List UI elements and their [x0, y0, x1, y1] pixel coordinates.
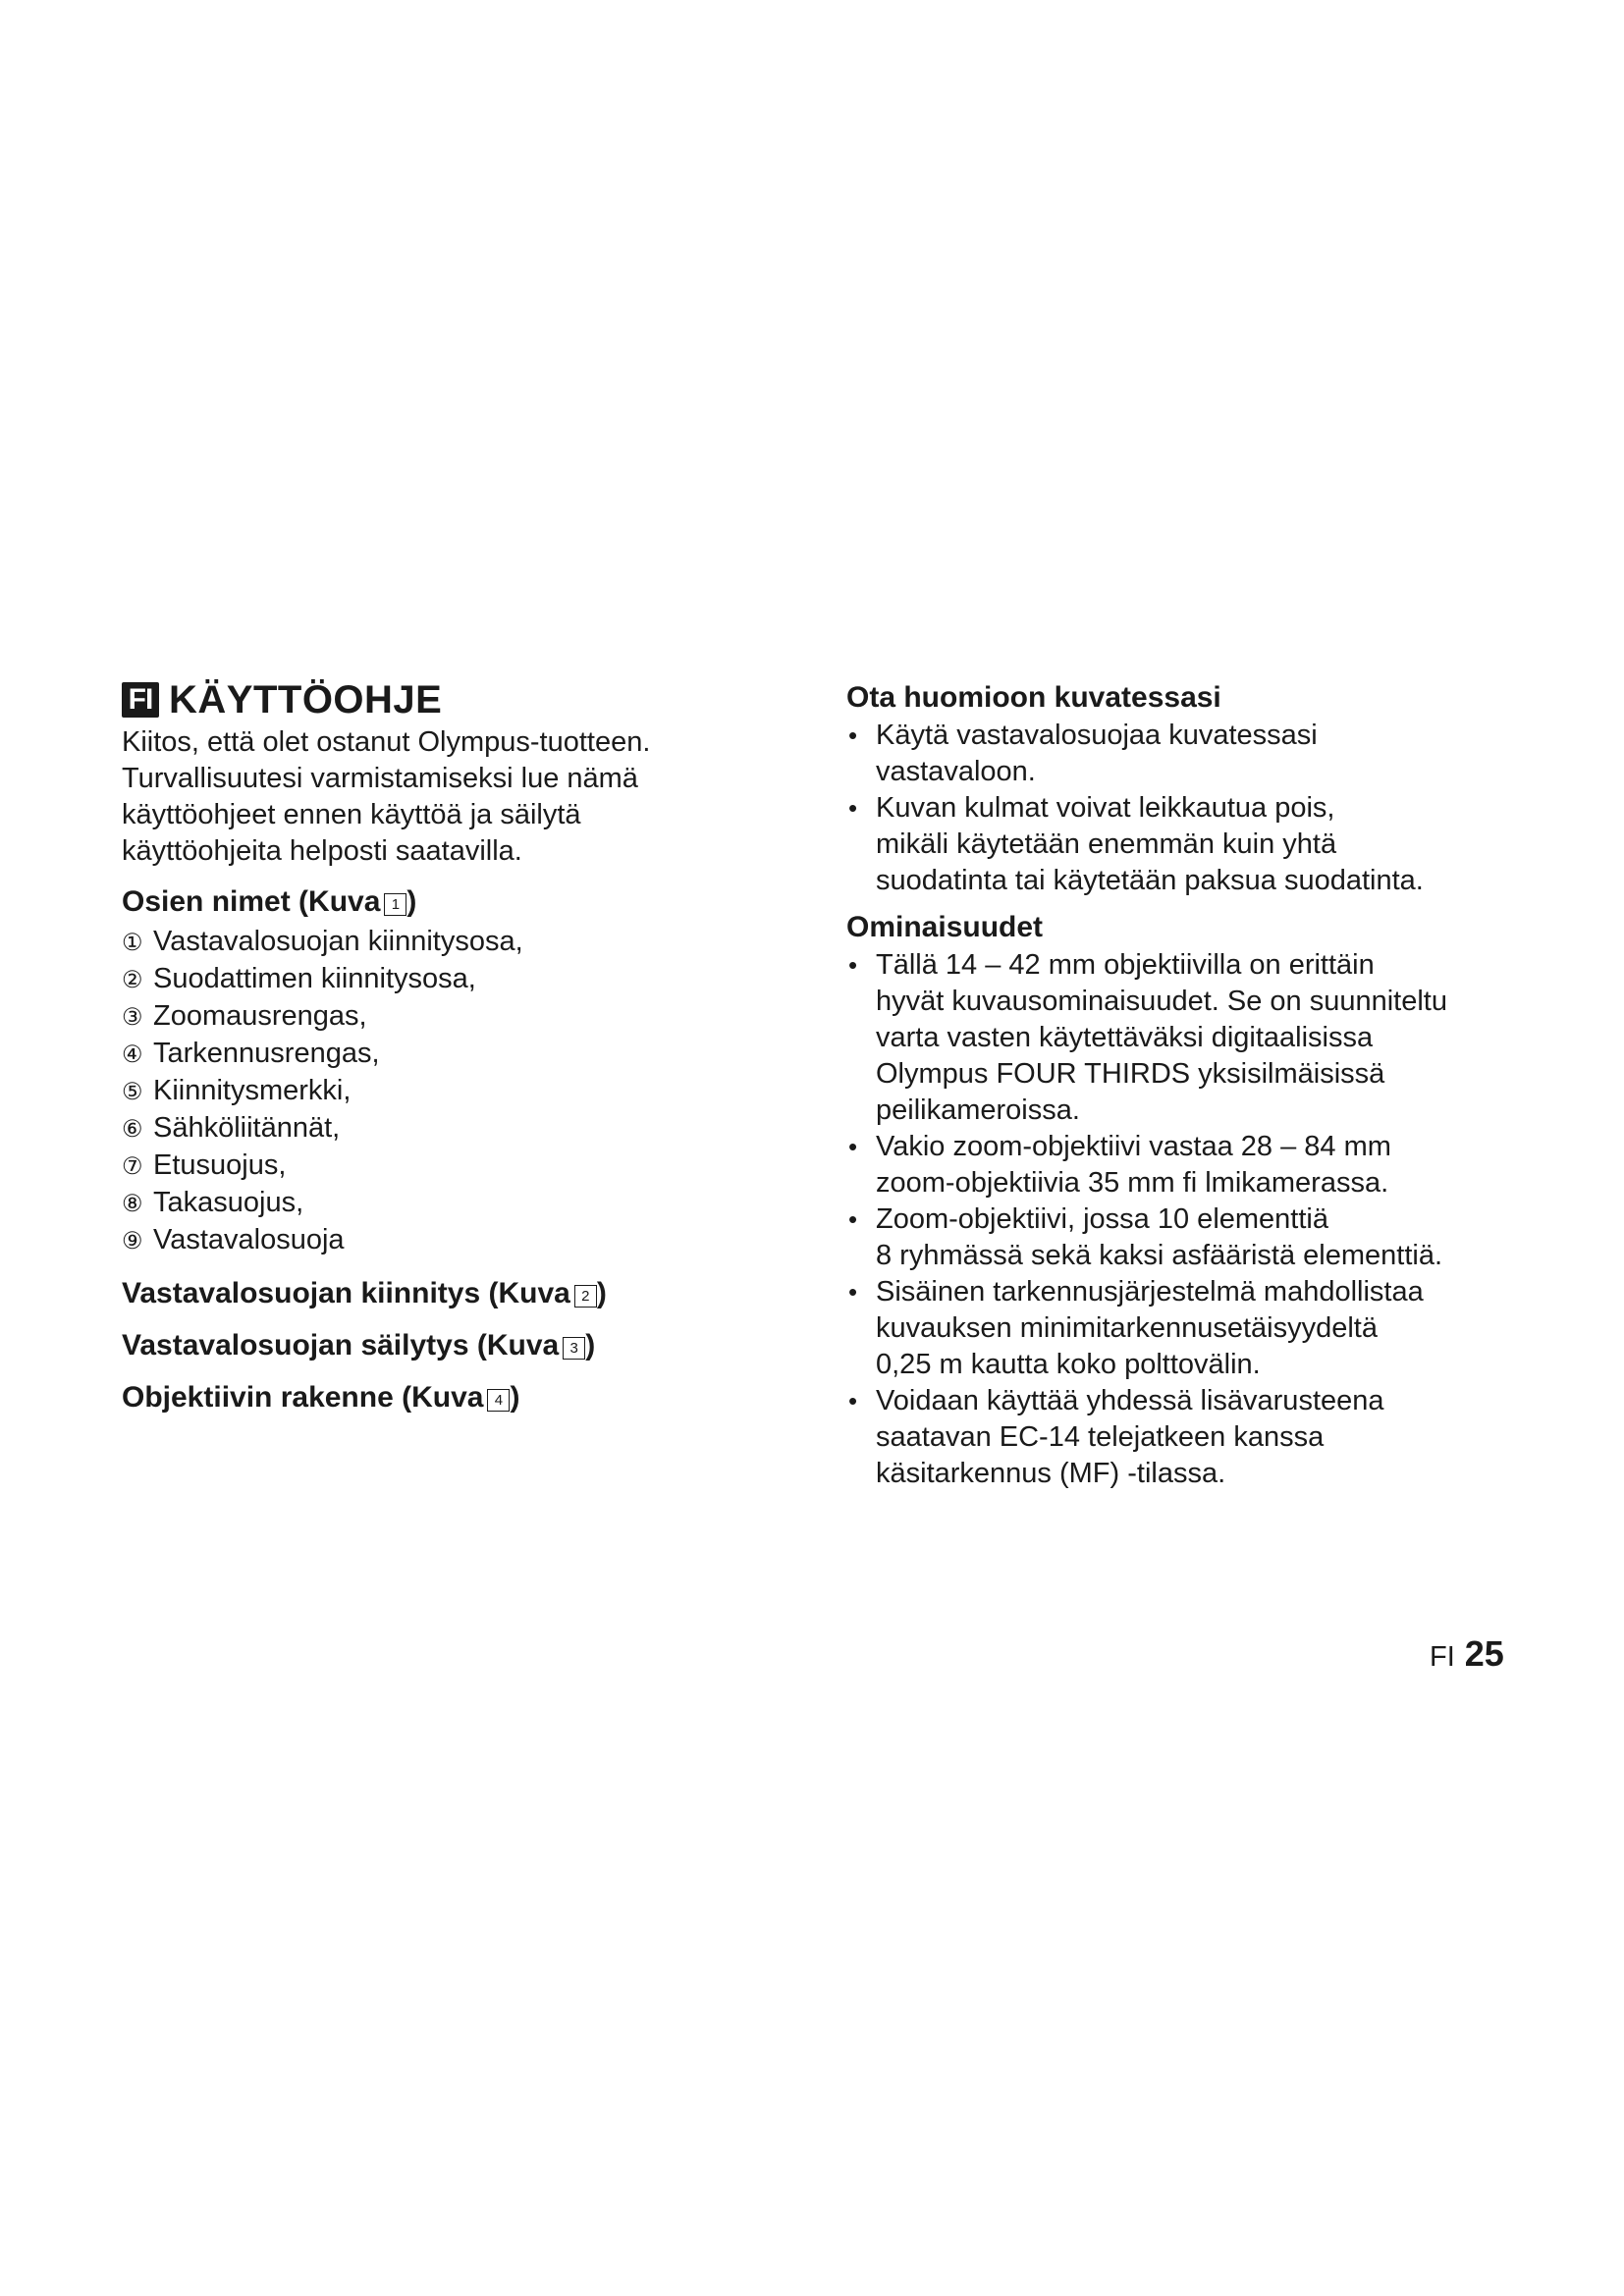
list-item-line: varta vasten käytettäväksi digitaalisissa: [876, 1022, 1374, 1053]
parts-list: [122, 924, 750, 1259]
left-column: [122, 677, 750, 1415]
heading-close-paren: ): [406, 885, 417, 918]
list-item: [846, 1274, 1534, 1383]
part-label: Takasuojus,: [153, 1187, 304, 1218]
hood-storage-heading-text: Vastavalosuojan säilytys (Kuva: [122, 1329, 560, 1362]
list-item-line: Vakio zoom-objektiivi vastaa 28 – 84 mm: [876, 1131, 1391, 1162]
right-column: [846, 679, 1534, 1492]
intro-line: käyttöohjeet ennen käyttöä ja säilytä: [122, 799, 581, 830]
part-label: Sähköliitännät,: [153, 1112, 341, 1144]
list-item-line: käsitarkennus (MF) -tilassa.: [876, 1458, 1226, 1489]
bullet-icon: •: [848, 721, 858, 750]
circled-number: ④: [122, 1041, 143, 1068]
part-item: [122, 1185, 750, 1222]
circled-number: ⑥: [122, 1116, 143, 1143]
language-badge: FI: [122, 682, 159, 718]
list-item-line: vastavaloon.: [876, 756, 1036, 787]
heading-close-paren: ): [585, 1329, 596, 1362]
list-item-line: 0,25 m kautta koko polttovälin.: [876, 1349, 1261, 1380]
list-item-line: peilikameroissa.: [876, 1095, 1080, 1126]
part-label: Suodattimen kiinnitysosa,: [153, 963, 476, 994]
circled-number: ①: [122, 930, 143, 956]
list-item: [846, 1383, 1534, 1492]
list-item-line: Kuvan kulmat voivat leikkautua pois,: [876, 792, 1335, 824]
bullet-icon: •: [848, 1132, 858, 1161]
list-item-line: zoom-objektiivia 35 mm fi lmikamerassa.: [876, 1167, 1389, 1199]
hood-storage-heading: [122, 1327, 750, 1363]
figure-ref-box: 3: [563, 1337, 585, 1360]
bullet-icon: •: [848, 1386, 858, 1415]
list-item-line: Sisäinen tarkennusjärjestelmä mahdollistaa: [876, 1276, 1424, 1308]
title-row: [122, 677, 750, 722]
page-language: FI: [1430, 1641, 1455, 1673]
list-item-line: Tällä 14 – 42 mm objektiivilla on erittäin: [876, 949, 1375, 981]
part-label: Tarkennusrengas,: [153, 1038, 380, 1069]
list-item: [846, 790, 1534, 899]
parts-heading-text: Osien nimet (Kuva: [122, 885, 381, 918]
part-label: Etusuojus,: [153, 1149, 287, 1181]
list-item-line: saatavan EC-14 telejatkeen kanssa: [876, 1421, 1325, 1453]
intro-paragraph: [122, 724, 750, 870]
circled-number: ⑧: [122, 1191, 143, 1217]
part-item: [122, 1073, 750, 1110]
notes-heading: Ota huomioon kuvatessasi: [846, 681, 1221, 714]
list-item: [846, 947, 1534, 1129]
list-item: [846, 1201, 1534, 1274]
circled-number: ③: [122, 1004, 143, 1031]
list-item-line: hyvät kuvausominaisuudet. Se on suunniteltu: [876, 986, 1447, 1017]
circled-number: ②: [122, 967, 143, 993]
circled-number: ⑤: [122, 1079, 143, 1105]
part-item: [122, 1110, 750, 1148]
part-item: [122, 998, 750, 1036]
page-title: KÄYTTÖOHJE: [169, 678, 443, 721]
part-item: [122, 924, 750, 961]
intro-line: Kiitos, että olet ostanut Olympus-tuotteen.: [122, 726, 651, 758]
notes-list: [846, 718, 1534, 899]
construction-heading: [122, 1379, 750, 1415]
part-item: [122, 1222, 750, 1259]
parts-heading: [122, 883, 750, 920]
heading-close-paren: ): [510, 1381, 520, 1414]
circled-number: ⑦: [122, 1153, 143, 1180]
list-item-line: Olympus FOUR THIRDS yksisilmäisissä: [876, 1058, 1385, 1090]
list-item-line: suodatinta tai käytetään paksua suodatinta.: [876, 865, 1424, 896]
part-label: Vastavalosuoja: [153, 1224, 345, 1255]
list-item-line: mikäli käytetään enemmän kuin yhtä: [876, 828, 1337, 860]
part-item: [122, 1036, 750, 1073]
bullet-icon: •: [848, 1277, 858, 1307]
figure-ref-box: 4: [487, 1389, 510, 1412]
list-item: [846, 718, 1534, 790]
part-item: [122, 1148, 750, 1185]
hood-attach-heading: [122, 1275, 750, 1311]
bullet-icon: •: [848, 793, 858, 823]
part-label: Kiinnitysmerkki,: [153, 1075, 352, 1106]
list-item-line: Käytä vastavalosuojaa kuvatessasi: [876, 720, 1318, 751]
circled-number: ⑨: [122, 1228, 143, 1255]
features-list: [846, 947, 1534, 1492]
list-item: [846, 1129, 1534, 1201]
part-label: Vastavalosuojan kiinnitysosa,: [153, 926, 523, 957]
features-heading: Ominaisuudet: [846, 911, 1044, 943]
intro-line: käyttöohjeita helposti saatavilla.: [122, 835, 522, 867]
bullet-icon: •: [848, 1204, 858, 1234]
list-item-line: kuvauksen minimitarkennusetäisyydeltä: [876, 1312, 1378, 1344]
hood-attach-heading-text: Vastavalosuojan kiinnitys (Kuva: [122, 1277, 570, 1309]
list-item-line: Zoom-objektiivi, jossa 10 elementtiä: [876, 1203, 1328, 1235]
part-label: Zoomausrengas,: [153, 1000, 367, 1032]
bullet-icon: •: [848, 950, 858, 980]
heading-close-paren: ): [596, 1277, 607, 1309]
figure-ref-box: 2: [574, 1285, 597, 1308]
intro-line: Turvallisuutesi varmistamiseksi lue nämä: [122, 763, 638, 794]
figure-ref-box: 1: [384, 893, 406, 916]
list-item-line: Voidaan käyttää yhdessä lisävarusteena: [876, 1385, 1384, 1416]
page-number-value: 25: [1464, 1633, 1504, 1674]
list-item-line: 8 ryhmässä sekä kaksi asfääristä elementtiä.: [876, 1240, 1443, 1271]
construction-heading-text: Objektiivin rakenne (Kuva: [122, 1381, 484, 1414]
part-item: [122, 961, 750, 998]
page-number: [1430, 1633, 1504, 1675]
